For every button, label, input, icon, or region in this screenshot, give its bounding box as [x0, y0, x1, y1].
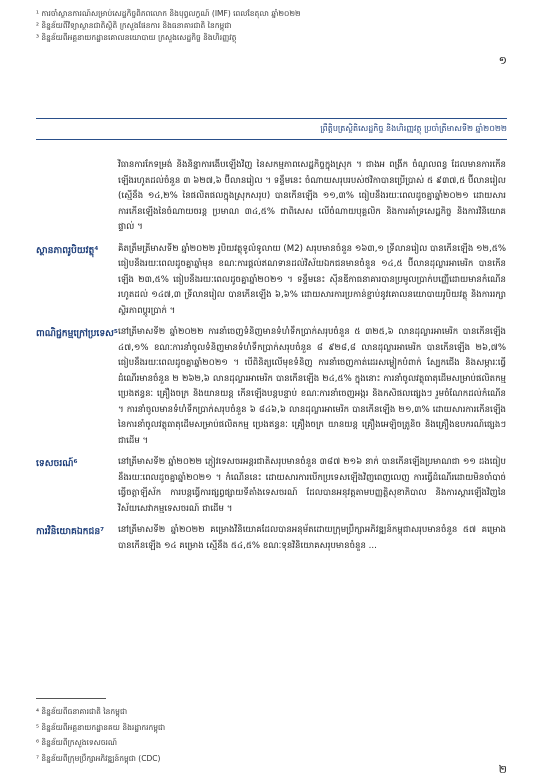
footnote-3: ³ និន្នន័យពីអគ្គនាយកដ្ឋានគោលនយោបាយ ក្រសួងសេដ្ឋកិច្ច និងហិរញ្ញវត្ថុ: [36, 33, 237, 42]
header-rule-top: [36, 118, 507, 119]
page-body: [36, 158, 506, 554]
section-trade: [36, 325, 506, 449]
section-label-monetary: ស្ថានភាពរូបិយវត្ថុ⁴: [36, 244, 99, 256]
section-label-investment: ការវិនិយោគឯកជន⁷: [36, 526, 105, 537]
footnote-4: ⁴ និន្នន័យពីធនាគារជាតិ នៃកម្ពុជា: [36, 707, 128, 716]
bottom-footnotes: [36, 704, 506, 766]
footnote-1: ¹ ការចាំស្ថានការណ៍សម្រាប់សេដ្ឋកិច្ចពិភពលោក និងបុព្វលក្ខណ៍ (IMF) ពេលខែតុលា ឆ្នាំ២០២២: [36, 9, 301, 18]
section-text-tourism: នៅត្រីមាសទី២ ឆ្នាំ២០២២ ភ្ញៀវទេសចរអន្តរជាតិសរុបមានចំនួន ៣៨៧ ២១៦ នាក់ បានកើនឡើងប្រមាណជា ១១ ដងធៀបនឹងរយៈពេលដូចគ្នាឆ្នាំ២០២១ ។ កំណើននេះ ដោយសារការបើកប្រទេសឡើងវិញពេញលេញ ការធ្វើដំណើរដោយមិនចាំបាច់ធ្វើចត្តាឡីស័ក ការបន្តធ្វើការផ្សព្វផ្សាយទីតាំងទេសចរណ៍ ដែលបានអនុវត្តតាមបញ្ញត្តិសុខាភិបាល និងការស្តារឡើងវិញនៃវិស័យសេវាកម្មទេសចរណ៍ ជាដើម ។: [118, 457, 506, 514]
section-label-tourism: ទេសចរណ៍⁶: [36, 458, 78, 469]
footnote-divider: [36, 698, 106, 699]
section-text-monetary: គិតត្រឹមត្រីមាសទី២ ឆ្នាំ២០២២ រូបិយវត្ថុទូលំទូលាយ (M2) សរុបមានចំនួន ១៦៣,១ ទ្រីលានរៀល បានកើនឡើង ១២,៥% ធៀបនឹងរយៈពេលដូចគ្នាឆ្នាំមុន ខណៈការផ្តល់ឥណទានដល់វិស័យឯកជនមានចំនួន ១៤,៥ ប៊ីលានដុល្លារអាមេរិក បានកើនឡើង ២៣,៥% ធៀបនឹងរយៈពេលដូចគ្នាឆ្នាំ២០២១ ។ ទន្ទឹមនេះ ស៊ីនឌីកាធនាគារបានប្រមូលប្រាក់បញ្ញើដោយមានកំណើនរហូតដល់ ១៤៧,៣ ទ្រីលានរៀល បានកើនឡើង ៦,៦% ដោយសារការប្រកាន់ខ្ជាប់នូវគោលនយោបាយរូបិយវត្ថុ និងការរក្សាស្ថិរភាពប្តូរប្រាក់ ។: [118, 243, 506, 316]
footnote-6: ⁶ និន្នន័យពីក្រសួងទេសចរណ៍: [36, 738, 118, 747]
section-label-trade: ពាណិជ្ជកម្មក្រៅប្រទេស⁵: [36, 328, 118, 339]
top-footnotes: [36, 8, 506, 44]
intro-section: [36, 158, 506, 236]
header-rule-bottom: [36, 139, 507, 140]
footnote-5: ⁵ និន្នន័យពីអគ្គនាយកដ្ឋានគយ និងរដ្ឋាករកម្ពុជា: [36, 722, 166, 732]
section-text-investment: នៅត្រីមាសទី២ ឆ្នាំ២០២២ គម្រោងវិនិយោគដែលបានអនុម័តដោយក្រុមប្រឹក្សាអភិវឌ្ឍន៍កម្ពុជាសរុបមានចំនួន ៥៧ គម្រោង បានកើនឡើង ១៤ គម្រោង ស្មើនឹង ៥៤,៥% ខណៈទុនវិនិយោគសរុបមានចំនួន ...: [118, 525, 506, 551]
page-number-bottom: ២: [498, 763, 507, 776]
footnote-7: ⁷ និន្នន័យពីក្រុមប្រឹក្សាអភិវឌ្ឍន៍កម្ពុជា (CDC): [36, 753, 161, 763]
page-number-top: ១: [498, 54, 507, 67]
section-monetary: [36, 242, 506, 320]
section-investment: [36, 523, 506, 554]
section-text-trade: នៅត្រីមាសទី២ ឆ្នាំ២០២២ ការនាំចេញទំនិញមានទំហំទឹកប្រាក់សរុបចំនួន ៥ ៣២៥,៦ លានដុល្លារអាមេរិក បានកើនឡើង ៤៧,១% ខណៈការនាំចូលទំនិញមានទំហំទឹកប្រាក់សរុបចំនួន ៨ ៩២៨,៨ លានដុល្លារអាមេរិក បានកើនឡើង ២៦,៧% ធៀបនឹងរយៈពេលដូចគ្នាឆ្នាំ២០២១ ។ បើពិនិត្យលើមុខទំនិញ ការនាំចេញកាត់ដេរសម្លៀកបំពាក់ ស្បែកជើង និងសម្ភារៈធ្វើដំណើរមានចំនួន ២ ២៦២,៦ លានដុល្លារអាមេរិក បានកើនឡើង ២៤,៥% ក្នុងនោះ ការនាំចូលវត្ថុធាតុដើមសម្រាប់ផលិតកម្ម ប្រេងឥន្ធនៈ គ្រឿងចក្រ និងយានយន្ត កើនឡើងបន្តបន្ទាប់ ខណៈការនាំចេញអង្ករ និងកសិផលផ្សេងៗ រួមចំណែកដល់កំណើន ។ ការនាំចូលមានទំហំទឹកប្រាក់សរុបចំនួន ៦ ៨៤៦,៦ លានដុល្លារអាមេរិក បានកើនឡើង ២១,៣% ដោយសារការកើនឡើងនៃការនាំចូលវត្ថុធាតុដើមសម្រាប់ផលិតកម្ម ប្រេងឥន្ធនៈ គ្រឿងចក្រ យានយន្ត គ្រឿងអេឡិចត្រូនិច និងគ្រឿងឧបករណ៍ផ្សេងៗ ជាដើម ។: [118, 327, 506, 446]
footnote-2: ² និន្នន័យពីវិទ្យាស្ថានជាតិស្ថិតិ ក្រសួងផែនការ និងធនាគារជាតិ នៃកម្ពុជា: [36, 21, 232, 30]
intro-paragraph: វិធានការកែទម្រង់ និងនិន្នាការងើបឡើងវិញ នៃសកម្មភាពសេដ្ឋកិច្ចក្នុងស្រុក ។ ជាងអ ពង្រីក ចំណូលពន្ធ ដែលមានការកើនឡើងរហូតដល់ចំនួន ៣ ៦២៧,៦ ប៊ីលានរៀល ។ ទន្ទឹមនេះ ចំណាយសរុបរបស់ថវិកាបានប្រើប្រាស់ ៥ ៩៣៧,៥ ប៊ីលានរៀល (ស្មើនឹង ១៤,២% នៃផលិតផលក្នុងស្រុកសរុប) បានកើនឡើង ១១,៣% ធៀបនឹងរយៈពេលដូចគ្នាឆ្នាំ២០២១ ដោយសារការកើនឡើងនៃចំណាយចរន្ត ប្រមាណ ៣៤,៥% ជាពិសេស លើចំណាយបុគ្គលិក និងការគាំទ្រសេដ្ឋកិច្ច និងការវិនិយោគផ្ទាល់ ។: [118, 160, 506, 232]
running-title: ព្រឹត្តិបត្រស្ថិតិសេដ្ឋកិច្ច និងហិរញ្ញវត្ថុ ប្រចាំត្រីមាសទី២ ឆ្នាំ២០២២: [320, 124, 507, 133]
section-tourism: [36, 455, 506, 517]
